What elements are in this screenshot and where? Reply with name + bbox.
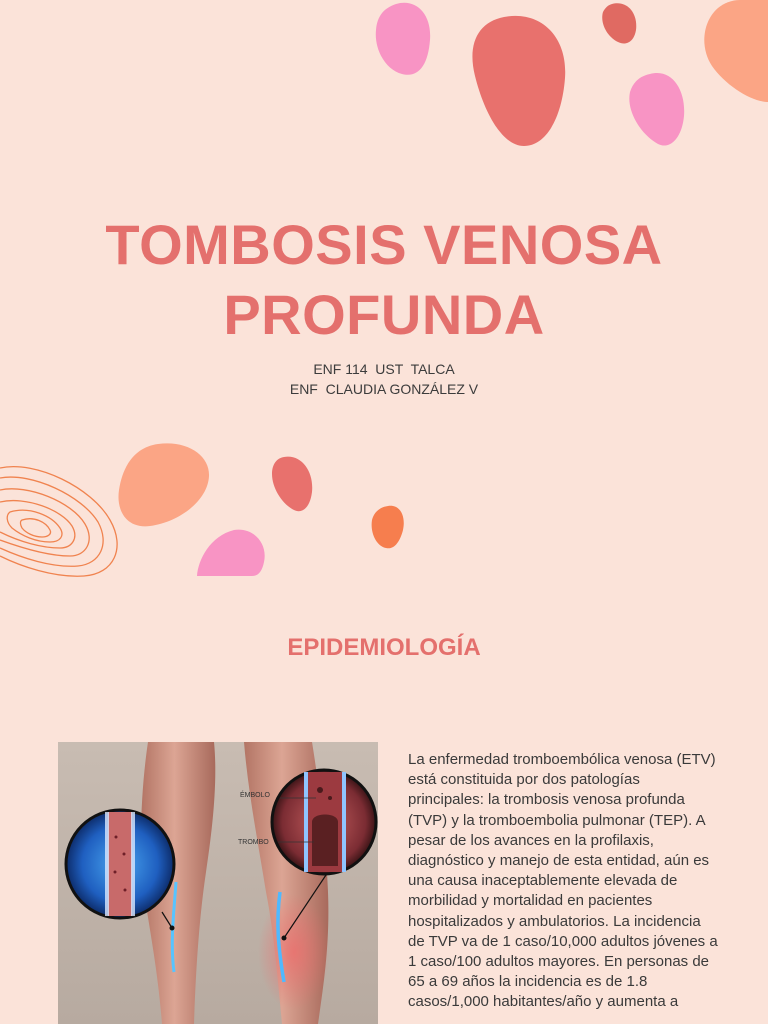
epidemiology-paragraph: La enfermedad tromboembólica venosa (ETV) está constituida por dos patologías principales: la trombosis venosa profunda (TVP) y la tromboembolia pulmonar (TEP). A pesar de los avances en la profilaxis, diagnóstico y manejo de esta entidad, aún es una causa inaceptablemente elevada de morbilidad y mortalidad en pacientes hospitalizados y ambulatorios. La incidencia de TVP va de 1 caso/10,000 adultos jóvenes a 1 caso/100 adultos mayores. En personas de 65 a 69 años la incidencia es de 1.8 casos/1,000 habitantes/año y aumenta a	[408, 751, 718, 1011]
inflamed-area	[258, 894, 330, 1010]
page-title: TOMBOSIS VENOSA PROFUNDA	[105, 213, 663, 346]
dvt-legs-illustration	[58, 742, 378, 1024]
subtitle	[0, 359, 768, 399]
subtitle-course-line: ENF 114 UST TALCA	[313, 361, 455, 377]
contour-line-pattern	[0, 467, 117, 577]
pink-blob-bottom	[197, 530, 265, 576]
label-trombo: TROMBO	[238, 839, 269, 846]
coral-blob-top-large	[472, 16, 565, 146]
pink-blob-top-right	[629, 73, 684, 146]
clot-magnifier	[272, 770, 376, 874]
pink-blob-top	[376, 3, 430, 75]
peach-blob-corner	[704, 0, 768, 102]
orange-blob-mid	[372, 506, 404, 549]
coral-blob-mid	[272, 457, 312, 512]
label-embolo: ÉMBOLO	[240, 792, 270, 799]
coral-blob-top-small	[602, 3, 636, 43]
peach-blob-mid	[118, 443, 209, 526]
section-heading: EPIDEMIOLOGÍA	[287, 634, 481, 661]
healthy-vein-magnifier	[66, 810, 174, 918]
subtitle-author-line: ENF CLAUDIA GONZÁLEZ V	[289, 381, 479, 397]
